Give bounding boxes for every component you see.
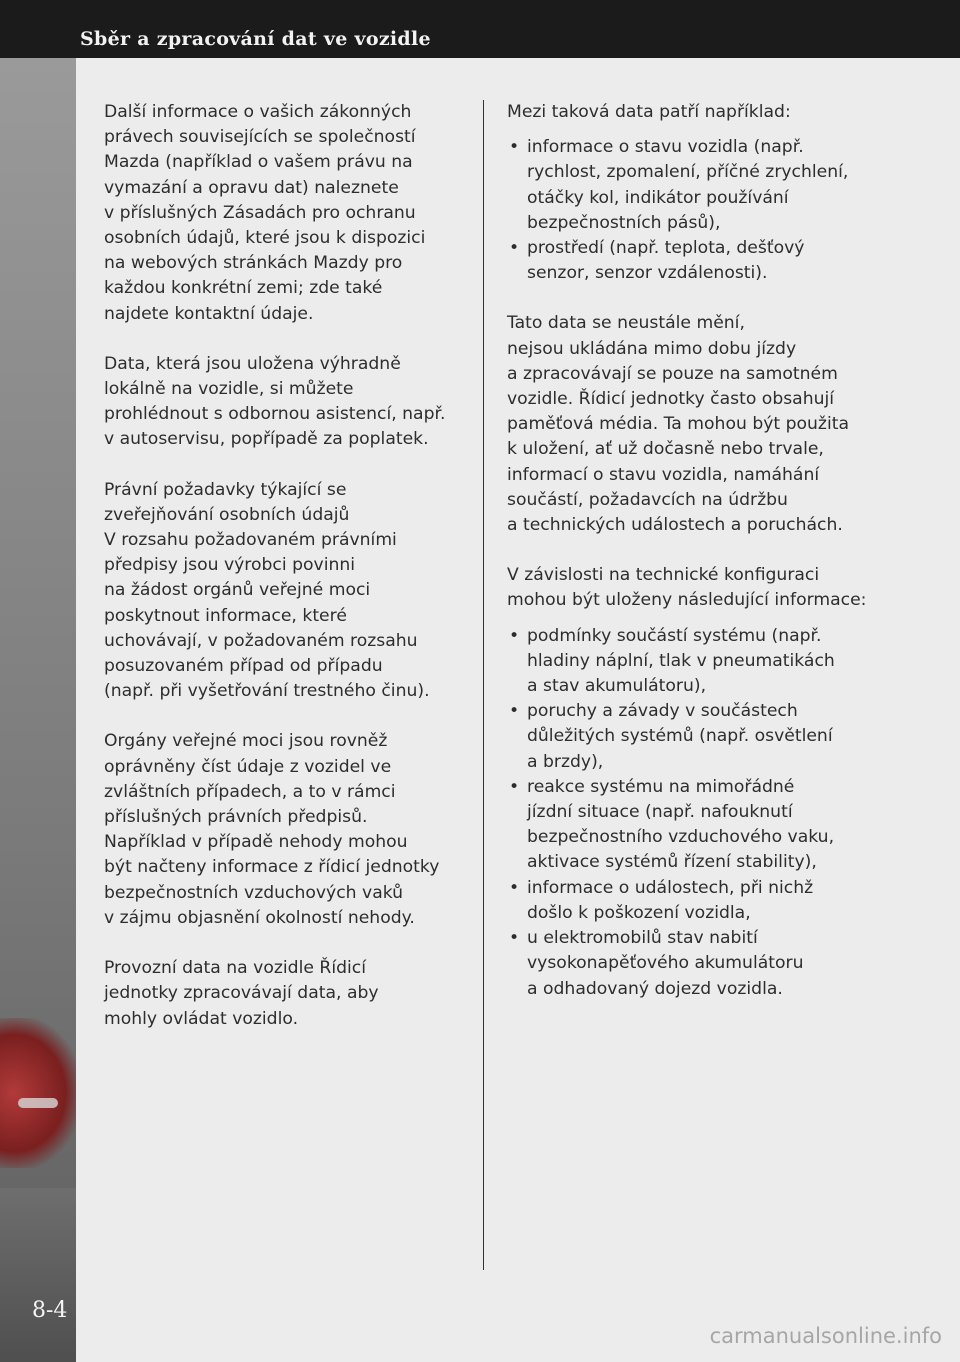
list-intro: Mezi taková data patří například:	[507, 102, 791, 122]
paragraph: Tato data se neustále mění, nejsou ukládána mimo dobu jízdy a zpracovávají se pouze na samotném vozidle. Řídicí jednotky často obsahují paměťová média. Ta mohou být použita k uložení, ať už dočasně nebo trvale, informací o stavu vozidla, namáhání součástí, požadavcích na údržbu a technických událostech a poruchách.	[507, 313, 849, 536]
paragraph: Další informace o vašich zákonných právech souvisejících se společností Mazda (například o vašem právu na vymazání a opravu dat) naleznete v příslušných Zásadách pro ochranu osobních údajů, které jsou k dispozici na webových stránkách Mazdy pro každou konkrétní zemi; zde také najdete kontaktní údaje.	[104, 102, 426, 324]
paragraph: Provozní data na vozidle Řídicí jednotky zpracovávají data, aby mohly ovládat vozidlo.	[104, 958, 379, 1029]
right-column	[507, 100, 907, 1027]
list-item: • prostředí (např. teplota, dešťový senzor, senzor vzdálenosti).	[509, 236, 907, 286]
list-item: • informace o stavu vozidla (např. rychlost, zpomalení, příčné zrychlení, otáčky kol, indikátor používání bezpečnostních pásů),	[509, 135, 907, 236]
paragraph: Data, která jsou uložena výhradně lokálně na vozidle, si můžete prohlédnout s odbornou asistencí, např. v autoservisu, popřípadě za poplatek.	[104, 353, 446, 450]
list-item: • u elektromobilů stav nabití vysokonapěťového akumulátoru a odhadovaný dojezd vozidla.	[509, 926, 907, 1002]
left-column	[104, 100, 474, 1057]
page-number: 8-4	[32, 1298, 68, 1323]
road-photo	[0, 1188, 76, 1362]
car-headlight	[18, 1098, 58, 1108]
list-item: • reakce systému na mimořádné jízdní situace (např. nafouknutí bezpečnostního vzduchového vaku, aktivace systémů řízení stability),	[509, 775, 907, 876]
list-item: • podmínky součástí systému (např. hladiny náplní, tlak v pneumatikách a stav akumulátoru),	[509, 624, 907, 700]
list-item: • poruchy a závady v součástech důležitých systémů (např. osvětlení a brzdy),	[509, 699, 907, 775]
header-bar	[0, 0, 960, 58]
page-title: Sběr a zpracování dat ve vozidle	[80, 28, 431, 50]
side-photo-strip	[0, 58, 76, 1362]
list-item: • informace o událostech, při nichž došlo k poškození vozidla,	[509, 876, 907, 926]
watermark: carmanualsonline.info	[709, 1324, 942, 1348]
car-photo	[0, 1018, 76, 1168]
paragraph: Orgány veřejné moci jsou rovněž oprávněny číst údaje z vozidel ve zvláštních případech, a to v rámci příslušných právních předpisů. Například v případě nehody mohou být načteny informace z řídicí jednotky bezpečnostních vzduchových vaků v zájmu objasnění okolností nehody.	[104, 731, 440, 928]
paragraph: Právní požadavky týkající se zveřejňování osobních údajů V rozsahu požadovaném právními předpisy jsou výrobci povinni na žádost orgánů veřejné moci poskytnout informace, které uchovávají, v požadovaném rozsahu posuzovaném případ od případu (např. při vyšetřování trestného činu).	[104, 479, 430, 702]
bullet-list	[507, 135, 907, 286]
column-divider	[483, 100, 484, 1270]
bullet-list	[507, 624, 907, 1002]
list-intro: V závislosti na technické konfiguraci mohou být uloženy následující informace:	[507, 565, 867, 611]
